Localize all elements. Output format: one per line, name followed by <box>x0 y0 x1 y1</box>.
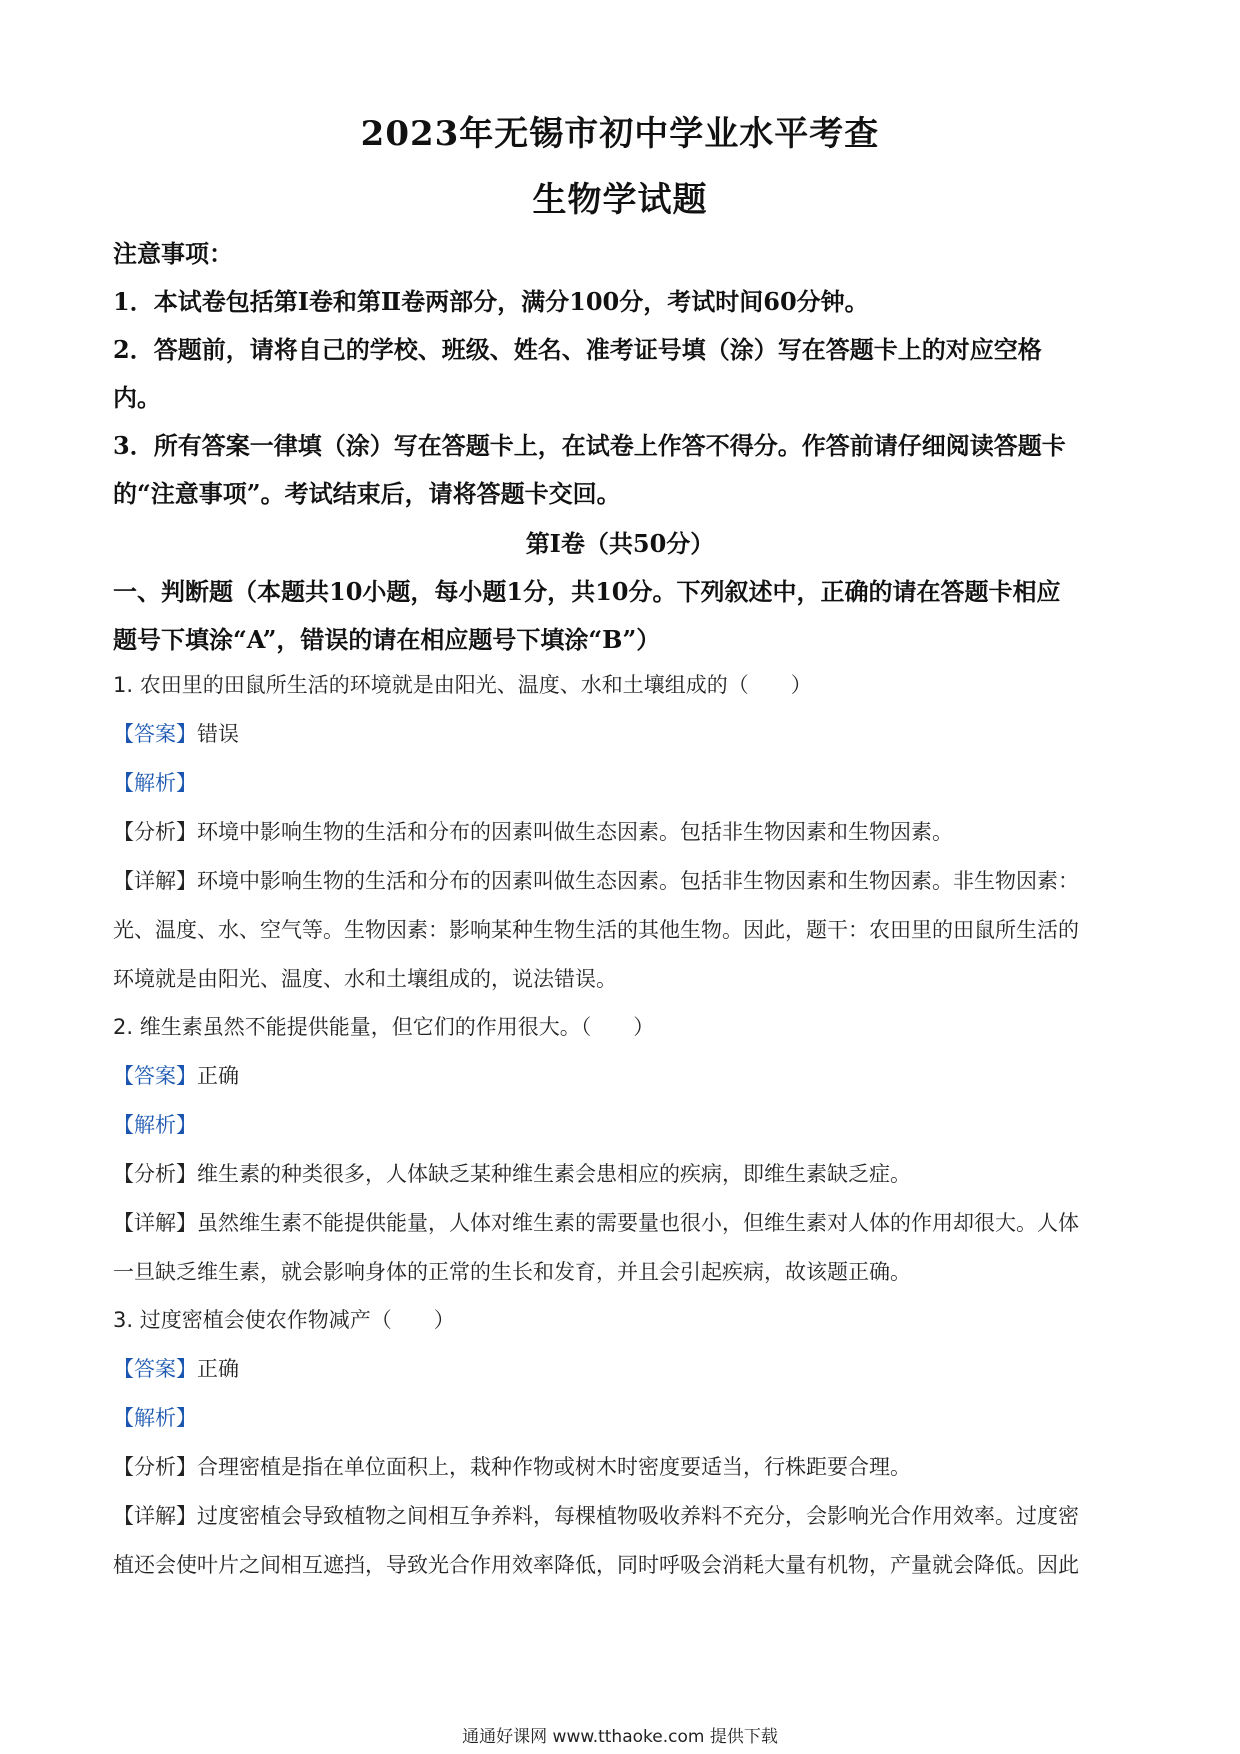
question-2-detail-line-2: 一旦缺乏维生素，就会影响身体的正常的生长和发育，并且会引起疾病，故该题正确。 <box>113 1260 911 1284</box>
detail-tag: 【详解】 <box>113 869 197 893</box>
answer-tag: 【答案】 <box>113 1064 197 1088</box>
section-heading-line-1: 一、判断题（本题共10小题，每小题1分，共10分。下列叙述中，正确的请在答题卡相应 <box>113 577 1061 606</box>
exam-title: 2023年无锡市初中学业水平考查 <box>360 114 880 154</box>
section-heading-line-2: 题号下填涂“A”，错误的请在相应题号下填涂“B”） <box>113 625 661 654</box>
exam-subtitle: 生物学试题 <box>532 180 708 220</box>
question-3-answer <box>113 1353 239 1383</box>
question-1-analysis <box>113 767 197 797</box>
analysis-tag: 【解析】 <box>113 1113 197 1137</box>
footer-download-notice: 通通好课网 www.tthaoke.com 提供下载 <box>462 1727 778 1747</box>
question-2-detail-line-1: 【详解】虽然维生素不能提供能量，人体对维生素的需要量也很小，但维生素对人体的作用却很大。人体 <box>113 1211 1079 1235</box>
question-2-analysis <box>113 1109 197 1139</box>
notice-item-3-line-1: 3．所有答案一律填（涂）写在答题卡上，在试卷上作答不得分。作答前请仔细阅读答题卡 <box>113 431 1066 460</box>
notice-heading: 注意事项： <box>113 239 233 268</box>
question-3-detail-line-2: 植还会使叶片之间相互遮挡，导致光合作用效率降低，同时呼吸会消耗大量有机物，产量就会降低。因此 <box>113 1553 1079 1577</box>
detail-tag: 【详解】 <box>113 1504 197 1528</box>
question-3-fenxi: 【分析】合理密植是指在单位面积上，栽种作物或树木时密度要适当，行株距要合理。 <box>113 1455 911 1479</box>
notice-item-1: 1．本试卷包括第Ⅰ卷和第Ⅱ卷两部分，满分100分，考试时间60分钟。 <box>113 287 869 316</box>
question-3-analysis <box>113 1402 197 1432</box>
fenxi-tag: 【分析】 <box>113 820 197 844</box>
notice-item-3-line-2: 的“注意事项”。考试结束后，请将答题卡交回。 <box>113 479 621 508</box>
question-2-answer <box>113 1060 239 1090</box>
question-2-stem: 2. 维生素虽然不能提供能量，但它们的作用很大。（ ） <box>113 1015 655 1039</box>
question-1-detail-line-3: 环境就是由阳光、温度、水和土壤组成的，说法错误。 <box>113 967 617 991</box>
answer-value: 正确 <box>197 1064 239 1088</box>
detail-tag: 【详解】 <box>113 1211 197 1235</box>
question-2-fenxi: 【分析】维生素的种类很多，人体缺乏某种维生素会患相应的疾病，即维生素缺乏症。 <box>113 1162 911 1186</box>
answer-value: 正确 <box>197 1357 239 1381</box>
question-1-fenxi: 【分析】环境中影响生物的生活和分布的因素叫做生态因素。包括非生物因素和生物因素。 <box>113 820 953 844</box>
answer-tag: 【答案】 <box>113 722 197 746</box>
question-1-detail-line-1: 【详解】环境中影响生物的生活和分布的因素叫做生态因素。包括非生物因素和生物因素。非生物因素： <box>113 869 1079 893</box>
answer-tag: 【答案】 <box>113 1357 197 1381</box>
fenxi-tag: 【分析】 <box>113 1455 197 1479</box>
answer-value: 错误 <box>197 722 239 746</box>
notice-item-2-line-1: 2．答题前，请将自己的学校、班级、姓名、准考证号填（涂）写在答题卡上的对应空格 <box>113 335 1042 364</box>
notice-item-2-line-2: 内。 <box>113 383 161 412</box>
analysis-tag: 【解析】 <box>113 1406 197 1430</box>
question-3-stem: 3. 过度密植会使农作物减产（ ） <box>113 1308 455 1332</box>
question-3-detail-line-1: 【详解】过度密植会导致植物之间相互争养料，每棵植物吸收养料不充分，会影响光合作用效率。过度密 <box>113 1504 1079 1528</box>
question-1-stem: 1. 农田里的田鼠所生活的环境就是由阳光、温度、水和土壤组成的（ ） <box>113 673 812 697</box>
analysis-tag: 【解析】 <box>113 771 197 795</box>
question-1-detail-line-2: 光、温度、水、空气等。生物因素：影响某种生物生活的其他生物。因此，题干：农田里的田鼠所生活的 <box>113 918 1079 942</box>
question-1-answer <box>113 718 239 748</box>
fenxi-tag: 【分析】 <box>113 1162 197 1186</box>
part1-heading: 第Ⅰ卷（共50分） <box>525 529 715 558</box>
